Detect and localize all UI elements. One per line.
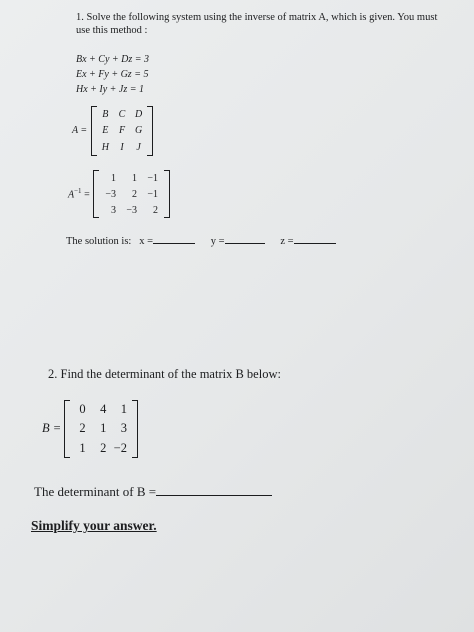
equation-1: Bx + Cy + Dz = 3 bbox=[76, 54, 150, 65]
solution-y-label: y = bbox=[210, 236, 225, 247]
determinant-line bbox=[34, 484, 272, 500]
problem-1-heading bbox=[76, 12, 437, 37]
solution-line bbox=[66, 234, 336, 247]
matrix-a-inverse-cell: 3 bbox=[111, 204, 116, 216]
matrix-b-cell: 3 bbox=[120, 421, 127, 436]
matrix-b-cell: 4 bbox=[100, 402, 107, 417]
problem-1-heading-line-2: use this method : bbox=[76, 24, 148, 36]
equation-3: Hx + Iy + Jz = 1 bbox=[76, 84, 145, 95]
simplify-note: Simplify your answer. bbox=[31, 518, 157, 533]
matrix-b-right-bracket bbox=[132, 400, 138, 458]
solution-z-label: z = bbox=[280, 236, 294, 247]
matrix-b-cell: 1 bbox=[100, 421, 107, 436]
matrix-a-cell: C bbox=[118, 108, 126, 120]
matrix-a-inverse-cell: −3 bbox=[105, 188, 116, 200]
matrix-b-cell: 2 bbox=[79, 421, 86, 436]
matrix-a-inverse-superscript: −1 bbox=[74, 187, 82, 195]
determinant-answer-blank[interactable] bbox=[156, 484, 272, 496]
matrix-a-inverse-cell: 1 bbox=[132, 172, 137, 184]
matrix-a-label: A = bbox=[72, 125, 88, 136]
matrix-a-inverse-cell: −1 bbox=[147, 188, 158, 200]
problem-1-heading-line-1: 1. Solve the following system using the inverse of matrix A, which is given. You must bbox=[76, 12, 438, 23]
matrix-a-inverse-equals: = bbox=[84, 189, 90, 201]
matrix-b-label: B = bbox=[42, 421, 62, 435]
matrix-a-inverse-cell: −3 bbox=[126, 204, 137, 216]
matrix-a-right-bracket bbox=[147, 106, 153, 156]
solution-y-blank[interactable] bbox=[225, 234, 265, 244]
matrix-a-inverse-cell: −1 bbox=[147, 172, 158, 184]
matrix-a-inverse-cell: 1 bbox=[111, 172, 116, 184]
matrix-a-cell: I bbox=[120, 142, 124, 154]
problem-2-heading: 2. Find the determinant of the matrix B below: bbox=[48, 367, 281, 381]
matrix-a-cell: G bbox=[135, 125, 143, 137]
solution-x-label: x = bbox=[139, 236, 154, 247]
solution-x-blank[interactable] bbox=[153, 234, 195, 244]
matrix-a-inverse-cell: 2 bbox=[132, 188, 137, 200]
determinant-prompt: The determinant of B = bbox=[34, 484, 157, 499]
matrix-b-cell: 0 bbox=[79, 402, 86, 417]
matrix-a-cell: E bbox=[102, 125, 109, 137]
matrix-a-cell: J bbox=[136, 142, 141, 154]
equation-2: Ex + Fy + Gz = 5 bbox=[76, 69, 149, 80]
matrix-a-cell: B bbox=[102, 108, 109, 120]
matrix-a-inverse-entries bbox=[99, 170, 164, 218]
solution-z-blank[interactable] bbox=[294, 234, 336, 244]
matrix-a-inverse-letter: A bbox=[68, 189, 75, 201]
matrix-a-cell: D bbox=[135, 108, 143, 120]
matrix-a-cell: H bbox=[101, 142, 109, 154]
matrix-b bbox=[64, 400, 138, 458]
solution-prefix: The solution is: bbox=[66, 236, 132, 247]
matrix-a bbox=[91, 106, 153, 156]
matrix-b-entries bbox=[70, 400, 132, 458]
matrix-b-cell: −2 bbox=[113, 440, 127, 455]
matrix-a-inverse bbox=[93, 170, 170, 218]
matrix-a-inverse-cell: 2 bbox=[153, 204, 158, 216]
matrix-b-cell: 2 bbox=[100, 440, 107, 455]
matrix-a-cell: F bbox=[118, 125, 126, 137]
matrix-a-inverse-label bbox=[68, 187, 90, 200]
matrix-a-entries bbox=[97, 106, 147, 156]
matrix-b-cell: 1 bbox=[79, 440, 86, 455]
matrix-b-cell: 1 bbox=[120, 402, 127, 417]
matrix-a-inverse-right-bracket bbox=[164, 170, 170, 218]
